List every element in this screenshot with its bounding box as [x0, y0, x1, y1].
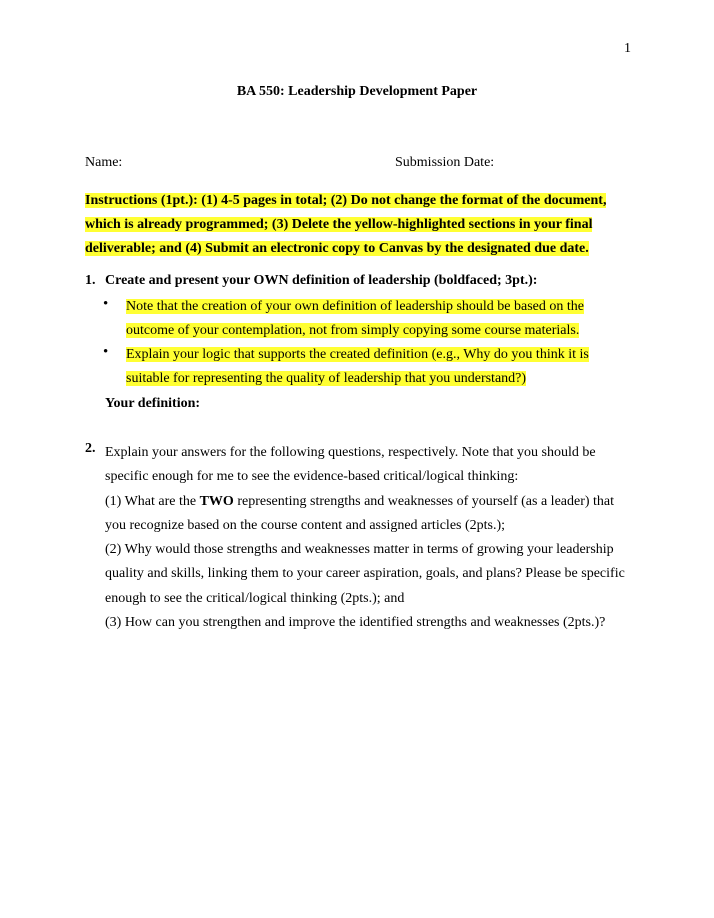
page-number: 1: [624, 41, 631, 56]
question-1-number: 1.: [85, 273, 96, 288]
bullet-icon: •: [103, 344, 109, 360]
instructions-text: Instructions (1pt.): (1) 4-5 pages in total; (2) Do not change the format of the document, which is already programmed; (3) Delete the yellow-highlighted sections in your final deliverable; and (4) Submit an electronic copy to Canvas by the designated due date.: [85, 193, 607, 256]
your-definition-label: Your definition:: [105, 396, 201, 411]
question-2-number: 2.: [85, 441, 96, 456]
question-1-bullets: [105, 295, 625, 391]
bullet-icon: •: [103, 296, 109, 312]
name-date-row: [85, 155, 645, 175]
bullet-text: Explain your logic that supports the created definition (e.g., Why do you think it is suitable for representing the quality of leadership that you understand?): [126, 347, 589, 386]
question-2-sub-3: (3) How can you strengthen and improve the identified strengths and weaknesses (2pts.)?: [105, 615, 606, 631]
bullet-text: Note that the creation of your own definition of leadership should be based on the outcome of your contemplation, not from simply copying some course materials.: [126, 299, 584, 338]
bullet-item: [105, 295, 625, 343]
question-2-sub-1-bold: TWO: [199, 493, 234, 509]
question-2-body: [105, 441, 633, 635]
question-2-sub-1-suffix: representing strengths and weaknesses of yourself (as a leader) that you recognize based on the course content and assigned articles (2pts.);: [105, 493, 615, 533]
question-1-heading: Create and present your OWN definition of leadership (boldfaced; 3pt.):: [105, 273, 538, 288]
submission-date-label: Submission Date:: [395, 155, 495, 170]
instructions-paragraph: [85, 189, 630, 261]
question-2-sub-2: (2) Why would those strengths and weaknesses matter in terms of growing your leadership quality and skills, linking them to your career aspiration, goals, and plans? Please be specific enough to see the critical/logical thinking (2pts.); and: [105, 542, 625, 606]
question-2-sub-1: [105, 490, 633, 539]
question-2-intro: Explain your answers for the following questions, respectively. Note that you should be specific enough for me to see the evidence-based critical/logical thinking:: [105, 445, 596, 485]
name-label: Name:: [85, 155, 123, 170]
question-2-sub-1-prefix: (1) What are the: [105, 493, 200, 509]
bullet-item: [105, 343, 625, 391]
document-title: BA 550: Leadership Development Paper: [236, 84, 478, 99]
